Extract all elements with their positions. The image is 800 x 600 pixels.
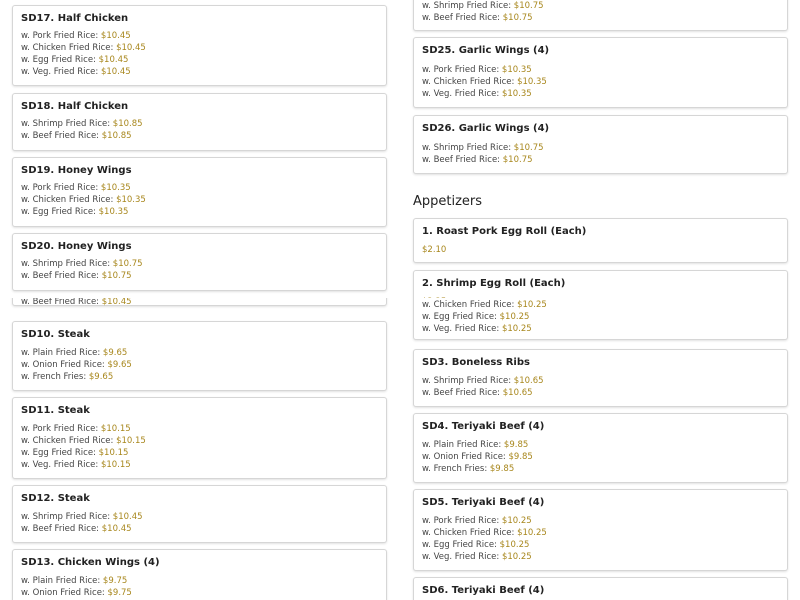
menu-item-card[interactable] <box>413 349 788 407</box>
menu-item-option <box>422 528 547 538</box>
option-label: w. Pork Fried Rice: <box>21 424 99 434</box>
menu-item-option <box>21 31 131 41</box>
menu-item-option <box>422 155 533 165</box>
option-price: $9.65 <box>107 360 132 370</box>
option-price: $10.25 <box>501 516 532 526</box>
menu-item-title: SD20. Honey Wings <box>21 241 132 252</box>
menu-item-title: SD26. Garlic Wings (4) <box>422 123 550 134</box>
option-price: $9.75 <box>102 576 128 586</box>
menu-item-title: SD17. Half Chicken <box>21 13 129 24</box>
option-label: w. Shrimp Fried Rice: <box>21 259 111 269</box>
menu-item-option <box>21 460 131 470</box>
section-heading-appetizers: Appetizers <box>413 194 483 209</box>
option-label: w. Chicken Fried Rice: <box>422 77 515 87</box>
option-price: $10.45 <box>100 67 131 77</box>
menu-item-title: SD5. Teriyaki Beef (4) <box>422 497 545 508</box>
menu-item-option <box>21 448 128 458</box>
option-label: w. Onion Fried Rice: <box>21 360 105 370</box>
menu-item-option <box>21 259 143 269</box>
option-label: w. Plain Fried Rice: <box>21 576 101 586</box>
option-price: $10.45 <box>100 31 131 41</box>
option-price: $10.25 <box>499 540 530 550</box>
menu-item-option <box>21 271 132 281</box>
option-price: $10.75 <box>502 155 533 165</box>
option-price: $10.25 <box>517 528 547 538</box>
menu-item-card[interactable] <box>413 115 788 174</box>
option-price: $10.15 <box>116 436 146 446</box>
option-label: w. Shrimp Fried Rice: <box>422 143 512 153</box>
menu-item-option <box>21 183 131 193</box>
option-label: w. Beef Fried Rice: <box>21 524 100 534</box>
option-label: w. Shrimp Fried Rice: <box>422 376 512 386</box>
menu-item-option <box>21 424 131 434</box>
menu-viewport-top <box>0 0 800 298</box>
option-price: $10.35 <box>517 77 547 87</box>
option-price: $10.65 <box>502 388 533 398</box>
option-label: w. Plain Fried Rice: <box>422 440 502 450</box>
menu-item-title: SD25. Garlic Wings (4) <box>422 45 550 56</box>
appetizer-card[interactable] <box>413 270 788 298</box>
option-label: w. Beef Fried Rice: <box>422 388 501 398</box>
menu-item-title: SD18. Half Chicken <box>21 101 129 112</box>
option-price: $10.35 <box>98 207 129 217</box>
menu-item-option <box>422 77 547 87</box>
menu-item-option <box>21 131 132 141</box>
option-label: w. Onion Fried Rice: <box>21 588 105 598</box>
option-price: $10.85 <box>112 119 143 129</box>
menu-item-card[interactable] <box>12 5 387 86</box>
option-price: $10.75 <box>502 13 533 23</box>
option-price: $10.35 <box>501 89 532 99</box>
option-price: $10.25 <box>499 312 530 322</box>
menu-item-option <box>422 65 532 75</box>
option-price: $10.45 <box>116 43 146 53</box>
menu-item-title: SD10. Steak <box>21 329 90 340</box>
option-label: w. Chicken Fried Rice: <box>422 528 515 538</box>
menu-item-card[interactable] <box>413 489 788 571</box>
option-price: $9.65 <box>88 372 114 382</box>
menu-item-option <box>422 312 529 322</box>
menu-item-title: SD12. Steak <box>21 493 90 504</box>
menu-item-option <box>21 119 143 129</box>
option-price: $10.45 <box>112 512 143 522</box>
option-label: w. Beef Fried Rice: <box>21 131 100 141</box>
menu-item-card[interactable] <box>12 485 387 543</box>
menu-viewport-bottom <box>0 298 800 600</box>
option-label: w. Veg. Fried Rice: <box>422 89 500 99</box>
menu-item-option <box>21 512 143 522</box>
option-price: $10.45 <box>101 524 132 534</box>
menu-item-card[interactable] <box>413 413 788 483</box>
menu-item-option <box>422 300 547 310</box>
menu-item-option <box>422 552 532 562</box>
menu-item-option <box>422 376 544 386</box>
menu-item-card[interactable] <box>12 397 387 479</box>
option-label: w. Egg Fried Rice: <box>21 448 96 458</box>
menu-item-card[interactable] <box>12 321 387 391</box>
option-label: w. Plain Fried Rice: <box>21 348 101 358</box>
option-label: w. Egg Fried Rice: <box>21 55 96 65</box>
option-label: w. Egg Fried Rice: <box>21 207 96 217</box>
menu-item-option <box>21 524 132 534</box>
option-price: $10.15 <box>98 448 129 458</box>
option-price: $9.65 <box>102 348 128 358</box>
option-label: w. Egg Fried Rice: <box>422 312 497 322</box>
menu-item-card-partial[interactable] <box>413 0 788 31</box>
menu-item-card[interactable] <box>12 157 387 227</box>
menu-item-option <box>422 452 533 462</box>
menu-item-option <box>21 360 132 370</box>
option-price: $9.85 <box>489 464 515 474</box>
option-label: w. Beef Fried Rice: <box>422 155 501 165</box>
option-label: w. Veg. Fried Rice: <box>21 460 99 470</box>
option-price: $10.15 <box>100 424 131 434</box>
menu-item-option <box>422 388 533 398</box>
menu-item-title: SD6. Teriyaki Beef (4) <box>422 585 545 596</box>
option-price: $10.25 <box>501 324 532 334</box>
option-price: $9.85 <box>503 440 529 450</box>
option-label: w. Onion Fried Rice: <box>422 452 506 462</box>
menu-item-option <box>422 464 514 474</box>
option-price: $10.75 <box>101 271 132 281</box>
menu-item-option <box>422 89 532 99</box>
option-label: w. Veg. Fried Rice: <box>422 324 500 334</box>
option-label: w. Chicken Fried Rice: <box>21 436 114 446</box>
menu-item-option <box>21 298 132 307</box>
menu-item-title: 1. Roast Pork Egg Roll (Each) <box>422 226 587 237</box>
option-label: w. Pork Fried Rice: <box>21 31 99 41</box>
option-label: w. French Fries: <box>422 464 488 474</box>
menu-item-option <box>21 67 131 77</box>
menu-item-card-partial[interactable] <box>12 298 387 306</box>
menu-item-option <box>422 440 528 450</box>
option-label: w. Shrimp Fried Rice: <box>21 119 111 129</box>
menu-item-option <box>21 372 113 382</box>
option-label: w. Beef Fried Rice: <box>21 298 100 307</box>
menu-item-option <box>422 516 532 526</box>
option-label: w. Beef Fried Rice: <box>422 13 501 23</box>
option-label: w. Shrimp Fried Rice: <box>422 1 512 11</box>
option-price: $10.75 <box>112 259 143 269</box>
option-price: $9.85 <box>508 452 533 462</box>
menu-item-card-partial[interactable] <box>413 298 788 340</box>
option-price: $10.35 <box>116 195 146 205</box>
option-label: w. Veg. Fried Rice: <box>21 67 99 77</box>
option-price: $10.65 <box>513 376 544 386</box>
menu-item-title: SD19. Honey Wings <box>21 165 132 176</box>
menu-item-option <box>422 1 544 11</box>
option-price: $10.45 <box>101 298 132 307</box>
option-label: w. Chicken Fried Rice: <box>422 300 515 310</box>
menu-item-title: 2. Shrimp Egg Roll (Each) <box>422 278 566 289</box>
menu-item-title: SD13. Chicken Wings (4) <box>21 557 160 568</box>
menu-item-option <box>21 588 132 598</box>
option-label: w. Pork Fried Rice: <box>422 516 500 526</box>
menu-item-card[interactable] <box>413 37 788 108</box>
option-price: $10.25 <box>501 552 532 562</box>
menu-item-title: SD4. Teriyaki Beef (4) <box>422 421 545 432</box>
option-price: $10.35 <box>100 183 131 193</box>
option-label: w. French Fries: <box>21 372 87 382</box>
option-label: w. Pork Fried Rice: <box>21 183 99 193</box>
option-label: w. Chicken Fried Rice: <box>21 195 114 205</box>
appetizer-card[interactable] <box>413 218 788 263</box>
menu-item-card[interactable] <box>12 233 387 291</box>
option-price: $10.75 <box>513 1 544 11</box>
option-price: $9.75 <box>107 588 132 598</box>
menu-item-price: $2.10 <box>422 245 447 255</box>
menu-item-title: SD11. Steak <box>21 405 90 416</box>
menu-item-card[interactable] <box>413 577 788 600</box>
menu-item-option <box>422 540 529 550</box>
option-price: $10.35 <box>501 65 532 75</box>
option-label: w. Shrimp Fried Rice: <box>21 512 111 522</box>
option-label: w. Beef Fried Rice: <box>21 271 100 281</box>
menu-item-option <box>21 55 128 65</box>
menu-item-card[interactable] <box>12 549 387 600</box>
option-price: $10.85 <box>101 131 132 141</box>
menu-item-option <box>21 195 146 205</box>
menu-item-card[interactable] <box>12 93 387 151</box>
option-label: w. Egg Fried Rice: <box>422 540 497 550</box>
menu-item-option <box>21 43 146 53</box>
menu-item-option <box>21 207 128 217</box>
option-price: $10.15 <box>100 460 131 470</box>
option-label: w. Chicken Fried Rice: <box>21 43 114 53</box>
menu-item-option <box>422 13 533 23</box>
option-price: $10.25 <box>517 300 547 310</box>
option-price: $10.75 <box>513 143 544 153</box>
menu-item-option <box>422 143 544 153</box>
menu-item-option <box>21 348 127 358</box>
menu-item-option <box>21 576 127 586</box>
option-label: w. Veg. Fried Rice: <box>422 552 500 562</box>
menu-item-option <box>21 436 146 446</box>
menu-item-title: SD3. Boneless Ribs <box>422 357 530 368</box>
option-label: w. Pork Fried Rice: <box>422 65 500 75</box>
menu-item-option <box>422 324 532 334</box>
option-price: $10.45 <box>98 55 129 65</box>
